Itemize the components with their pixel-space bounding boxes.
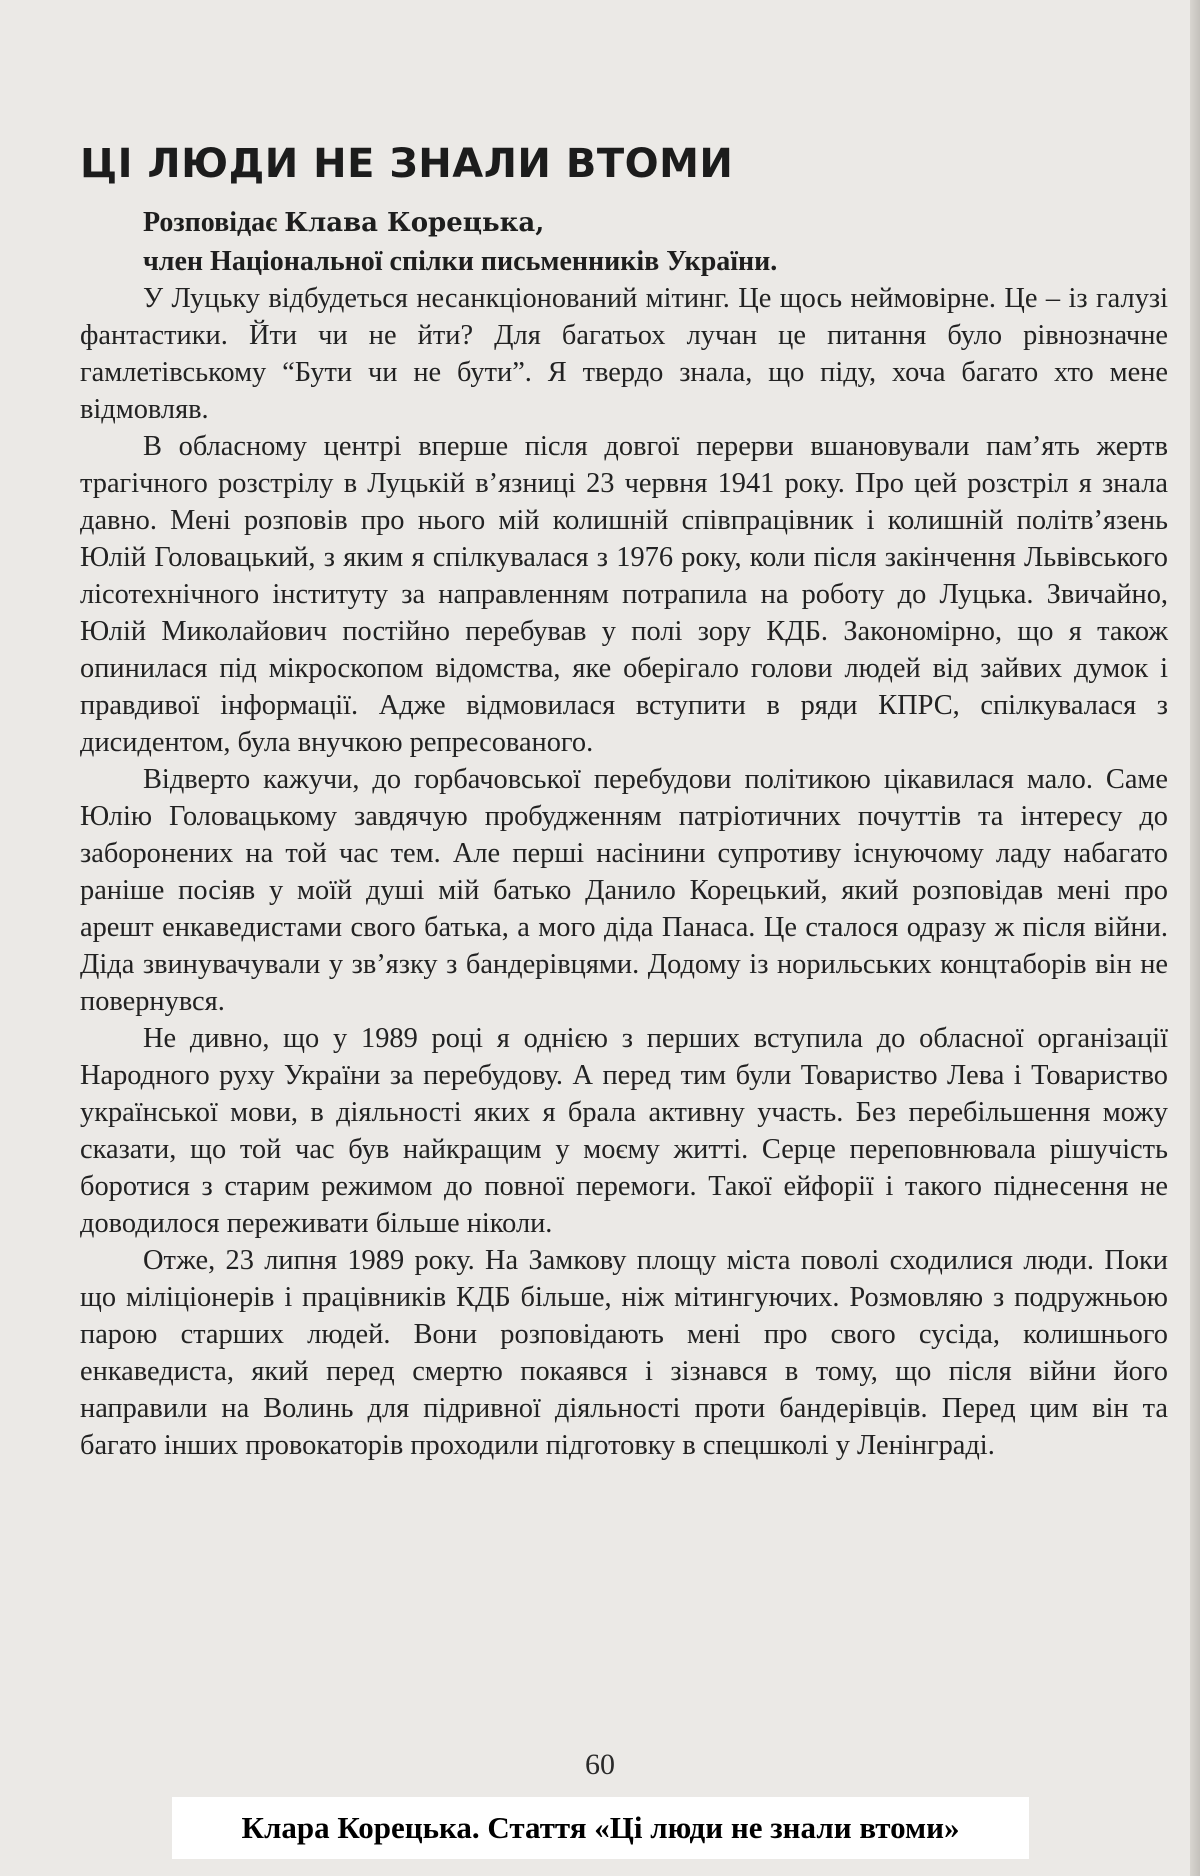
article-body (80, 280, 1168, 1464)
paragraph: Отже, 23 липня 1989 року. На Замкову площу міста поволі сходилися люди. Поки що міліціонерів і працівників КДБ більше, ніж мітингуючих. Розмовляю з подружньою парою старших людей. Вони розповідають мені про свого сусіда, колишнього енкаведиста, який перед смертю покаявся і зізнався в тому, що після війни його направили на Волинь для підривної діяльності проти бандерівців. Перед цим він та багато інших провокаторів проходили підготовку в спецшколі у Ленінграді. (80, 1245, 1168, 1461)
paragraph: Відверто кажучи, до горбачовської перебудови політикою цікавилася мало. Саме Юлію Головацькому завдячую пробудженням патріотичних почуттів та інтересу до заборонених на той час тем. Але перші насінини супротиву існуючому ладу набагато раніше посіяв у моїй душі мій батько Данило Корецький, який розповідав мені про арешт енкаведистами свого батька, а мого діда Панаса. Це сталося одразу ж після війни. Діда звинувачували у зв’язку з бандерівцями. Додому із норильських концтаборів він не повернувся. (80, 764, 1168, 1017)
page-edge-shadow (1190, 0, 1200, 1876)
caption-text: Клара Корецька. Стаття «Ці люди не знали втоми» (241, 1810, 960, 1845)
caption-banner (172, 1797, 1029, 1859)
author-name: Клава Корецька, (284, 208, 545, 238)
paragraph: Не дивно, що у 1989 році я однією з перших вступила до обласної організації Народного руху України за перебудову. А перед тим були Товариство Лева і Товариство української мови, в діяльності яких я брала активну участь. Без перебільшення можу сказати, що той час був найкращим у моєму житті. Серце переповнювала рішучість боротися з старим режимом до повної перемоги. Такої ейфорії і такого піднесення не доводилося переживати більше ніколи. (80, 1023, 1168, 1239)
byline (143, 206, 544, 240)
page-number: 60 (585, 1748, 615, 1781)
paragraph: В обласному центрі вперше після довгої перерви вшановували пам’ять жертв трагічного розстрілу в Луцькій в’язниці 23 червня 1941 року. Про цей розстріл я знала давно. Мені розповів про нього мій колишній співпрацівник і колишній політв’язень Юлій Головацький, з яким я спілкувалася з 1976 року, коли після закінчення Львівського лісотехнічного інституту за направленням потрапила на роботу до Луцька. Звичайно, Юлій Миколайович постійно перебував у полі зору КДБ. Закономірно, що я також опинилася під мікроскопом відомства, яке оберігало голови людей від зайвих думок і правдивої інформації. Адже відмовилася вступити в ряди КПРС, спілкувалася з дисидентом, була внучкою репресованого. (80, 431, 1168, 758)
article-title: ЦІ ЛЮДИ НЕ ЗНАЛИ ВТОМИ (80, 141, 734, 187)
paragraph: У Луцьку відбудеться несанкціонований мітинг. Це щось неймовірне. Це – із галузі фантастики. Йти чи не йти? Для багатьох лучан це питання було рівнозначне гамлетівському “Бути чи не бути”. Я твердо знала, що піду, хоча багато хто мене відмовляв. (80, 283, 1168, 425)
byline-prefix: Розповідає (143, 207, 285, 238)
author-role: член Національної спілки письменників України. (143, 246, 778, 277)
